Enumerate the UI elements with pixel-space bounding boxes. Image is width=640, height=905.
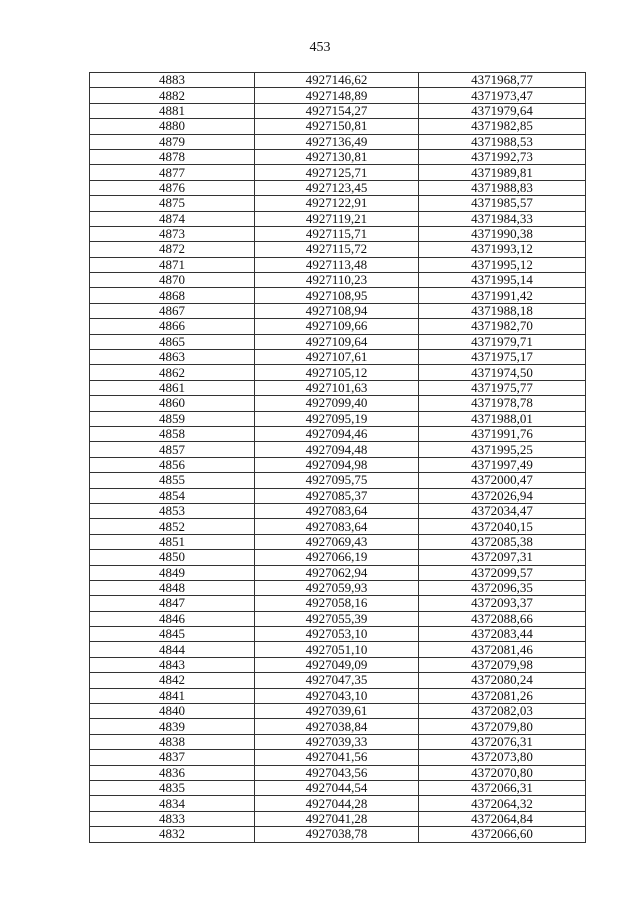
x-coordinate-cell: 4927044,28: [255, 796, 419, 811]
table-row: [90, 780, 586, 795]
y-coordinate-cell: 4371991,76: [419, 426, 586, 441]
table-row: [90, 534, 586, 549]
y-coordinate-cell: 4372080,24: [419, 673, 586, 688]
table-row: [90, 473, 586, 488]
y-coordinate-cell: 4372081,26: [419, 688, 586, 703]
table-row: [90, 750, 586, 765]
y-coordinate-cell: 4371973,47: [419, 88, 586, 103]
y-coordinate-cell: 4371995,14: [419, 273, 586, 288]
point-number-cell: 4861: [90, 380, 255, 395]
table-row: [90, 334, 586, 349]
table-row: [90, 488, 586, 503]
x-coordinate-cell: 4927083,64: [255, 519, 419, 534]
x-coordinate-cell: 4927041,56: [255, 750, 419, 765]
point-number-cell: 4874: [90, 211, 255, 226]
x-coordinate-cell: 4927094,46: [255, 426, 419, 441]
point-number-cell: 4860: [90, 396, 255, 411]
point-number-cell: 4836: [90, 765, 255, 780]
y-coordinate-cell: 4372070,80: [419, 765, 586, 780]
y-coordinate-cell: 4372073,80: [419, 750, 586, 765]
point-number-cell: 4853: [90, 503, 255, 518]
point-number-cell: 4875: [90, 196, 255, 211]
x-coordinate-cell: 4927043,56: [255, 765, 419, 780]
point-number-cell: 4834: [90, 796, 255, 811]
y-coordinate-cell: 4372034,47: [419, 503, 586, 518]
point-number-cell: 4863: [90, 350, 255, 365]
table-row: [90, 257, 586, 272]
x-coordinate-cell: 4927094,98: [255, 457, 419, 472]
x-coordinate-cell: 4927051,10: [255, 642, 419, 657]
point-number-cell: 4859: [90, 411, 255, 426]
x-coordinate-cell: 4927038,84: [255, 719, 419, 734]
table-row: [90, 426, 586, 441]
point-number-cell: 4848: [90, 580, 255, 595]
point-number-cell: 4882: [90, 88, 255, 103]
x-coordinate-cell: 4927115,72: [255, 242, 419, 257]
y-coordinate-cell: 4372085,38: [419, 534, 586, 549]
x-coordinate-cell: 4927123,45: [255, 180, 419, 195]
table-row: [90, 827, 586, 842]
x-coordinate-cell: 4927099,40: [255, 396, 419, 411]
point-number-cell: 4837: [90, 750, 255, 765]
y-coordinate-cell: 4371995,25: [419, 442, 586, 457]
x-coordinate-cell: 4927146,62: [255, 73, 419, 88]
table-row: [90, 796, 586, 811]
y-coordinate-cell: 4372088,66: [419, 611, 586, 626]
table-row: [90, 704, 586, 719]
point-number-cell: 4833: [90, 811, 255, 826]
table-row: [90, 350, 586, 365]
y-coordinate-cell: 4371984,33: [419, 211, 586, 226]
point-number-cell: 4842: [90, 673, 255, 688]
y-coordinate-cell: 4371975,77: [419, 380, 586, 395]
point-number-cell: 4872: [90, 242, 255, 257]
x-coordinate-cell: 4927110,23: [255, 273, 419, 288]
point-number-cell: 4865: [90, 334, 255, 349]
x-coordinate-cell: 4927085,37: [255, 488, 419, 503]
y-coordinate-cell: 4371979,71: [419, 334, 586, 349]
x-coordinate-cell: 4927094,48: [255, 442, 419, 457]
table-row: [90, 365, 586, 380]
table-row: [90, 380, 586, 395]
y-coordinate-cell: 4372099,57: [419, 565, 586, 580]
table-row: [90, 580, 586, 595]
point-number-cell: 4878: [90, 149, 255, 164]
y-coordinate-cell: 4371995,12: [419, 257, 586, 272]
table-row: [90, 519, 586, 534]
table-row: [90, 550, 586, 565]
table-row: [90, 319, 586, 334]
y-coordinate-cell: 4372076,31: [419, 734, 586, 749]
y-coordinate-cell: 4371988,83: [419, 180, 586, 195]
table-row: [90, 165, 586, 180]
table-row: [90, 688, 586, 703]
y-coordinate-cell: 4371997,49: [419, 457, 586, 472]
x-coordinate-cell: 4927062,94: [255, 565, 419, 580]
y-coordinate-cell: 4372026,94: [419, 488, 586, 503]
point-number-cell: 4877: [90, 165, 255, 180]
table-row: [90, 396, 586, 411]
y-coordinate-cell: 4371975,17: [419, 350, 586, 365]
x-coordinate-cell: 4927115,71: [255, 226, 419, 241]
y-coordinate-cell: 4371982,85: [419, 119, 586, 134]
page-number: 453: [309, 40, 331, 55]
y-coordinate-cell: 4371979,64: [419, 103, 586, 118]
point-number-cell: 4832: [90, 827, 255, 842]
y-coordinate-cell: 4372079,98: [419, 657, 586, 672]
table-row: [90, 149, 586, 164]
point-number-cell: 4867: [90, 303, 255, 318]
x-coordinate-cell: 4927041,28: [255, 811, 419, 826]
x-coordinate-cell: 4927107,61: [255, 350, 419, 365]
point-number-cell: 4857: [90, 442, 255, 457]
point-number-cell: 4862: [90, 365, 255, 380]
x-coordinate-cell: 4927058,16: [255, 596, 419, 611]
point-number-cell: 4849: [90, 565, 255, 580]
point-number-cell: 4846: [90, 611, 255, 626]
table-row: [90, 642, 586, 657]
y-coordinate-cell: 4372000,47: [419, 473, 586, 488]
x-coordinate-cell: 4927043,10: [255, 688, 419, 703]
y-coordinate-cell: 4371978,78: [419, 396, 586, 411]
x-coordinate-cell: 4927109,64: [255, 334, 419, 349]
x-coordinate-cell: 4927055,39: [255, 611, 419, 626]
point-number-cell: 4870: [90, 273, 255, 288]
point-number-cell: 4850: [90, 550, 255, 565]
table-row: [90, 657, 586, 672]
table-row: [90, 211, 586, 226]
table-row: [90, 73, 586, 88]
table-row: [90, 457, 586, 472]
table-row: [90, 734, 586, 749]
x-coordinate-cell: 4927119,21: [255, 211, 419, 226]
table-row: [90, 134, 586, 149]
point-number-cell: 4880: [90, 119, 255, 134]
table-row: [90, 196, 586, 211]
x-coordinate-cell: 4927109,66: [255, 319, 419, 334]
y-coordinate-cell: 4372040,15: [419, 519, 586, 534]
y-coordinate-cell: 4372079,80: [419, 719, 586, 734]
table-row: [90, 627, 586, 642]
x-coordinate-cell: 4927039,33: [255, 734, 419, 749]
y-coordinate-cell: 4372093,37: [419, 596, 586, 611]
x-coordinate-cell: 4927044,54: [255, 780, 419, 795]
y-coordinate-cell: 4371974,50: [419, 365, 586, 380]
x-coordinate-cell: 4927108,95: [255, 288, 419, 303]
table-row: [90, 288, 586, 303]
table-row: [90, 442, 586, 457]
point-number-cell: 4845: [90, 627, 255, 642]
x-coordinate-cell: 4927113,48: [255, 257, 419, 272]
table-row: [90, 88, 586, 103]
y-coordinate-cell: 4371982,70: [419, 319, 586, 334]
point-number-cell: 4858: [90, 426, 255, 441]
y-coordinate-cell: 4372097,31: [419, 550, 586, 565]
point-number-cell: 4868: [90, 288, 255, 303]
table-row: [90, 226, 586, 241]
x-coordinate-cell: 4927122,91: [255, 196, 419, 211]
point-number-cell: 4871: [90, 257, 255, 272]
y-coordinate-cell: 4371992,73: [419, 149, 586, 164]
point-number-cell: 4844: [90, 642, 255, 657]
table-row: [90, 719, 586, 734]
x-coordinate-cell: 4927130,81: [255, 149, 419, 164]
y-coordinate-cell: 4372081,46: [419, 642, 586, 657]
y-coordinate-cell: 4371988,01: [419, 411, 586, 426]
point-number-cell: 4876: [90, 180, 255, 195]
x-coordinate-cell: 4927047,35: [255, 673, 419, 688]
y-coordinate-cell: 4372064,32: [419, 796, 586, 811]
x-coordinate-cell: 4927150,81: [255, 119, 419, 134]
y-coordinate-cell: 4371991,42: [419, 288, 586, 303]
y-coordinate-cell: 4371990,38: [419, 226, 586, 241]
point-number-cell: 4843: [90, 657, 255, 672]
point-number-cell: 4838: [90, 734, 255, 749]
table-row: [90, 673, 586, 688]
point-number-cell: 4835: [90, 780, 255, 795]
point-number-cell: 4854: [90, 488, 255, 503]
table-row: [90, 119, 586, 134]
point-number-cell: 4879: [90, 134, 255, 149]
x-coordinate-cell: 4927108,94: [255, 303, 419, 318]
x-coordinate-cell: 4927148,89: [255, 88, 419, 103]
table-row: [90, 565, 586, 580]
x-coordinate-cell: 4927049,09: [255, 657, 419, 672]
table-row: [90, 303, 586, 318]
table-body: [90, 73, 586, 843]
y-coordinate-cell: 4371993,12: [419, 242, 586, 257]
y-coordinate-cell: 4372066,31: [419, 780, 586, 795]
point-number-cell: 4851: [90, 534, 255, 549]
y-coordinate-cell: 4372064,84: [419, 811, 586, 826]
x-coordinate-cell: 4927039,61: [255, 704, 419, 719]
table-row: [90, 503, 586, 518]
table-row: [90, 242, 586, 257]
y-coordinate-cell: 4372083,44: [419, 627, 586, 642]
y-coordinate-cell: 4372066,60: [419, 827, 586, 842]
y-coordinate-cell: 4371988,18: [419, 303, 586, 318]
x-coordinate-cell: 4927095,75: [255, 473, 419, 488]
x-coordinate-cell: 4927053,10: [255, 627, 419, 642]
x-coordinate-cell: 4927101,63: [255, 380, 419, 395]
point-number-cell: 4840: [90, 704, 255, 719]
y-coordinate-cell: 4371988,53: [419, 134, 586, 149]
x-coordinate-cell: 4927105,12: [255, 365, 419, 380]
x-coordinate-cell: 4927038,78: [255, 827, 419, 842]
coordinates-table: [89, 72, 586, 843]
table-row: [90, 103, 586, 118]
point-number-cell: 4839: [90, 719, 255, 734]
table-row: [90, 180, 586, 195]
y-coordinate-cell: 4371985,57: [419, 196, 586, 211]
table-row: [90, 273, 586, 288]
x-coordinate-cell: 4927095,19: [255, 411, 419, 426]
x-coordinate-cell: 4927069,43: [255, 534, 419, 549]
point-number-cell: 4856: [90, 457, 255, 472]
table-row: [90, 611, 586, 626]
x-coordinate-cell: 4927125,71: [255, 165, 419, 180]
point-number-cell: 4855: [90, 473, 255, 488]
x-coordinate-cell: 4927066,19: [255, 550, 419, 565]
x-coordinate-cell: 4927083,64: [255, 503, 419, 518]
point-number-cell: 4866: [90, 319, 255, 334]
table-row: [90, 811, 586, 826]
x-coordinate-cell: 4927136,49: [255, 134, 419, 149]
point-number-cell: 4873: [90, 226, 255, 241]
y-coordinate-cell: 4371989,81: [419, 165, 586, 180]
x-coordinate-cell: 4927059,93: [255, 580, 419, 595]
point-number-cell: 4841: [90, 688, 255, 703]
point-number-cell: 4883: [90, 73, 255, 88]
y-coordinate-cell: 4371968,77: [419, 73, 586, 88]
table-row: [90, 596, 586, 611]
y-coordinate-cell: 4372082,03: [419, 704, 586, 719]
table-row: [90, 765, 586, 780]
point-number-cell: 4881: [90, 103, 255, 118]
x-coordinate-cell: 4927154,27: [255, 103, 419, 118]
point-number-cell: 4852: [90, 519, 255, 534]
table-row: [90, 411, 586, 426]
y-coordinate-cell: 4372096,35: [419, 580, 586, 595]
point-number-cell: 4847: [90, 596, 255, 611]
